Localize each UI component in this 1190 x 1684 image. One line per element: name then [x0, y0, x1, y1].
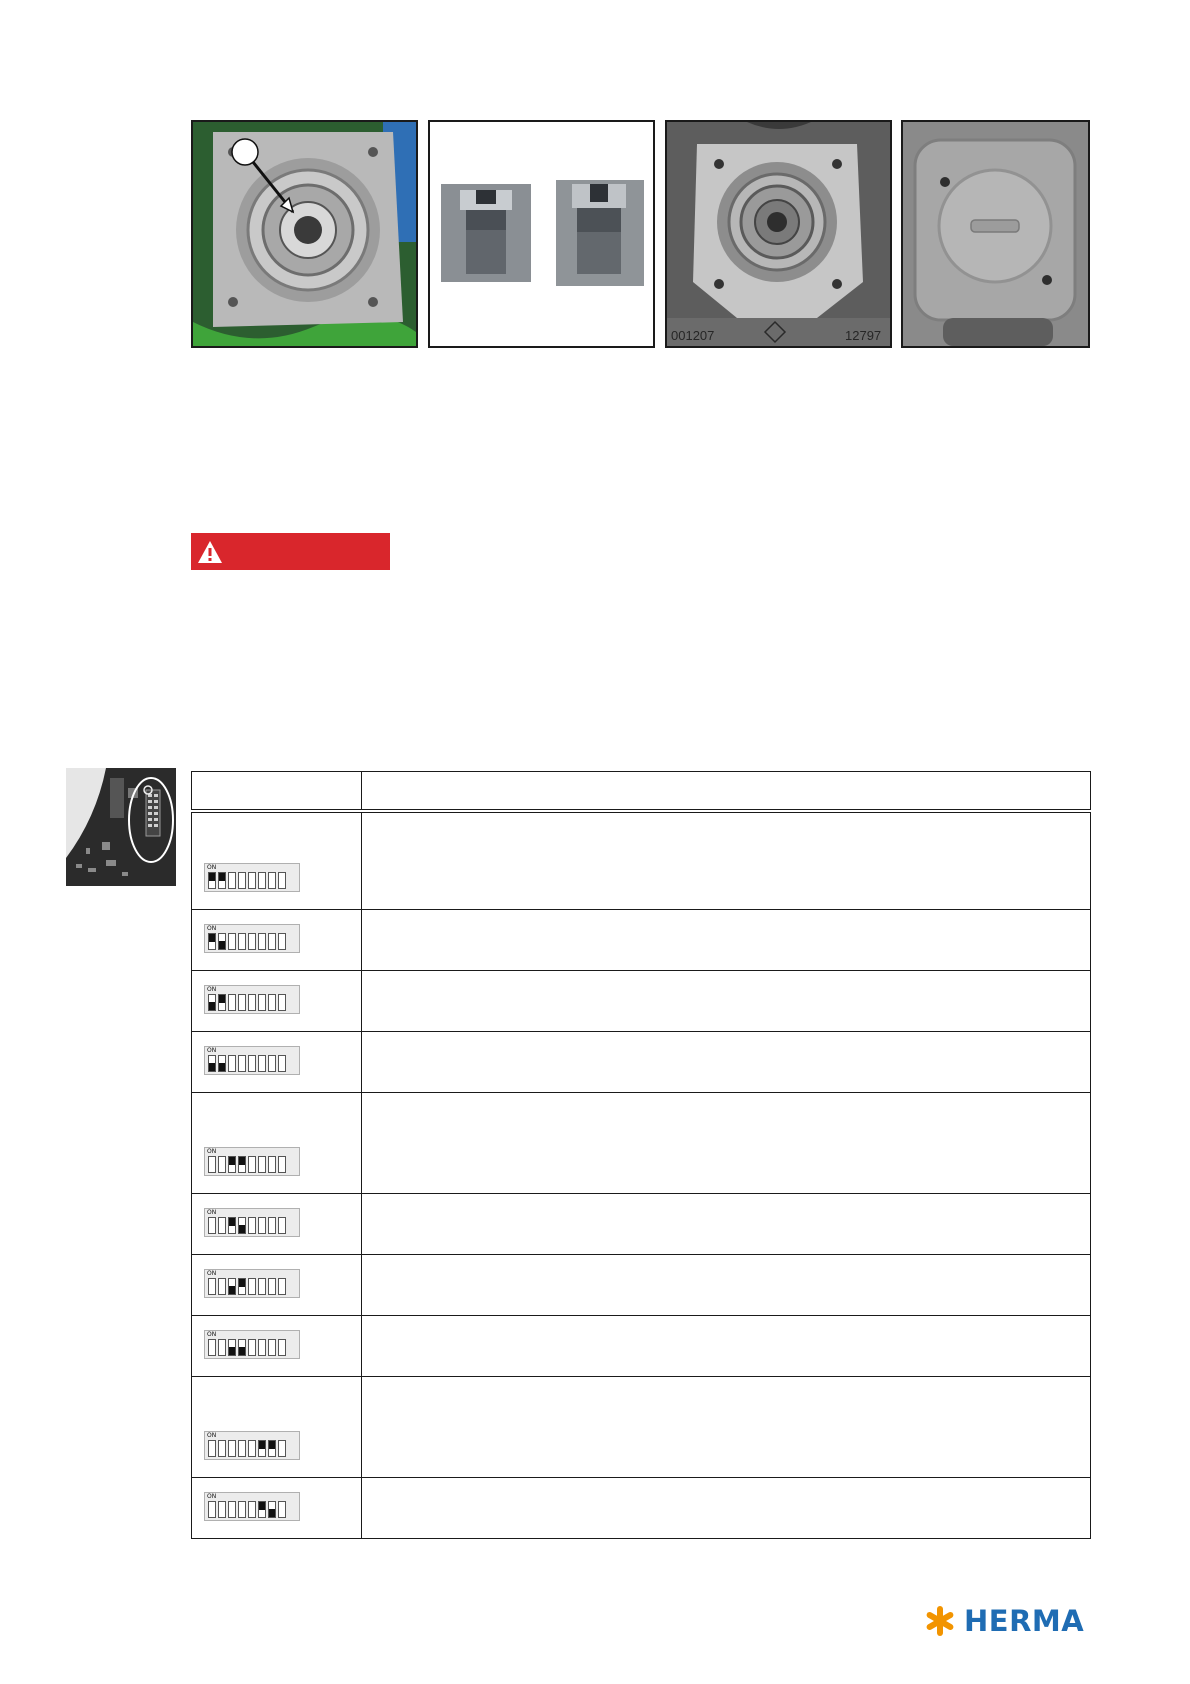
- dip-switch-slot: [218, 933, 226, 950]
- dip-setting-cell: [192, 1092, 362, 1193]
- table-row: [192, 1092, 1091, 1193]
- stamp-right: 12797: [845, 328, 882, 343]
- dip-on-label: ON: [207, 1046, 217, 1054]
- dip-description-cell: [362, 811, 1091, 909]
- dip-switch-slot: [268, 1055, 276, 1072]
- dip-switch-slot: [228, 1501, 236, 1518]
- warning-triangle-icon: [197, 540, 223, 564]
- dip-switch-slot: [218, 1278, 226, 1295]
- table-row: [192, 909, 1091, 970]
- bearing-illustration: [193, 122, 416, 346]
- stamp-left: 001207: [671, 328, 715, 343]
- dip-switch-slot: [278, 1501, 286, 1518]
- herma-logo: [924, 1604, 1084, 1638]
- dip-switch-slot: [248, 1339, 256, 1356]
- dip-switch-diagram: [204, 1046, 300, 1075]
- dip-switch-slot: [278, 1217, 286, 1234]
- dip-switch-slot: [248, 1156, 256, 1173]
- dip-switch-slot: [218, 1440, 226, 1457]
- dip-switch-slot: [258, 1501, 266, 1518]
- dip-switch-slot: [208, 1339, 216, 1356]
- pcb-dip-switch-photo: [66, 768, 176, 886]
- dip-switch-slot: [238, 872, 246, 889]
- dip-switch-slot: [238, 1501, 246, 1518]
- dip-setting-cell: [192, 811, 362, 909]
- dip-switch-slot: [238, 1217, 246, 1234]
- dip-switch-slot: [208, 1156, 216, 1173]
- dip-switch-slot: [268, 933, 276, 950]
- header-description: [362, 772, 1091, 812]
- dip-switch-slot: [268, 872, 276, 889]
- dip-switch-slot: [238, 1440, 246, 1457]
- dip-switch-slot: [268, 1278, 276, 1295]
- dip-switch-slot: [258, 1339, 266, 1356]
- dip-switch-slot: [228, 1217, 236, 1234]
- dip-switch-slot: [228, 1055, 236, 1072]
- dip-switch-slot: [238, 994, 246, 1011]
- dip-switch-diagram: [204, 1147, 300, 1176]
- table-row: [192, 1477, 1091, 1538]
- dip-setting-cell: [192, 1193, 362, 1254]
- socket-tools-illustration: [430, 122, 653, 346]
- dip-on-label: ON: [207, 985, 217, 993]
- dip-description-cell: [362, 1477, 1091, 1538]
- dip-switch-slot: [238, 1156, 246, 1173]
- dip-switch-slot: [248, 1278, 256, 1295]
- dip-description-cell: [362, 1031, 1091, 1092]
- dip-switch-slot: [248, 933, 256, 950]
- table-row: [192, 1031, 1091, 1092]
- dip-setting-cell: [192, 1376, 362, 1477]
- socket-tools-photo: [428, 120, 655, 348]
- dip-switch-diagram: [204, 1330, 300, 1359]
- dip-on-label: ON: [207, 1492, 217, 1500]
- dip-switch-diagram: [204, 1492, 300, 1521]
- table-header-row: [192, 772, 1091, 812]
- dip-switch-slot: [258, 1217, 266, 1234]
- cover-plate-photo: [901, 120, 1090, 348]
- dip-switch-slot: [218, 1501, 226, 1518]
- dip-on-label: ON: [207, 924, 217, 932]
- dip-switch-slot: [208, 1055, 216, 1072]
- dip-on-label: ON: [207, 1330, 217, 1338]
- table-row: [192, 1193, 1091, 1254]
- dip-switch-slot: [278, 1339, 286, 1356]
- dip-switch-slot: [248, 1055, 256, 1072]
- dip-switch-slot: [208, 1217, 216, 1234]
- dip-switch-slot: [238, 1278, 246, 1295]
- dip-switch-slot: [268, 1217, 276, 1234]
- dip-switch-diagram: [204, 924, 300, 953]
- dip-on-label: ON: [207, 1147, 217, 1155]
- dip-switch-slot: [268, 1501, 276, 1518]
- dip-switch-slot: [268, 994, 276, 1011]
- dip-switch-diagram: [204, 1431, 300, 1460]
- dip-switch-slot: [258, 994, 266, 1011]
- dip-description-cell: [362, 970, 1091, 1031]
- dip-description-cell: [362, 1092, 1091, 1193]
- dip-switch-slot: [248, 872, 256, 889]
- dip-switch-slot: [248, 1501, 256, 1518]
- dip-switch-slot: [208, 872, 216, 889]
- dip-description-cell: [362, 1193, 1091, 1254]
- herma-star-icon: [924, 1605, 956, 1637]
- warning-banner: [191, 533, 390, 570]
- dip-switch-slot: [258, 933, 266, 950]
- dip-on-label: ON: [207, 1269, 217, 1277]
- dip-switch-slot: [218, 1217, 226, 1234]
- dip-switch-slot: [228, 1156, 236, 1173]
- dip-switch-slot: [238, 1339, 246, 1356]
- dip-switch-slot: [258, 1440, 266, 1457]
- dip-switch-slot: [278, 872, 286, 889]
- dip-switch-slot: [228, 1278, 236, 1295]
- dip-switch-diagram: [204, 985, 300, 1014]
- dip-setting-cell: [192, 970, 362, 1031]
- dip-switch-slot: [208, 1278, 216, 1295]
- table-row: [192, 970, 1091, 1031]
- dip-description-cell: [362, 1254, 1091, 1315]
- installed-bearing-photo: [665, 120, 892, 348]
- dip-switch-slot: [258, 1055, 266, 1072]
- dip-switch-slot: [258, 1156, 266, 1173]
- dip-switch-slot: [268, 1440, 276, 1457]
- cover-plate-illustration: [903, 122, 1088, 346]
- dip-switch-slot: [218, 1339, 226, 1356]
- dip-setting-cell: [192, 1477, 362, 1538]
- dip-switch-slot: [258, 1278, 266, 1295]
- herma-wordmark: HERMA: [964, 1604, 1085, 1638]
- dip-switch-slot: [248, 1217, 256, 1234]
- table-row: [192, 1376, 1091, 1477]
- dip-switch-slot: [228, 994, 236, 1011]
- dip-switch-slot: [278, 1055, 286, 1072]
- dip-on-label: ON: [207, 863, 217, 871]
- dip-switch-slot: [238, 933, 246, 950]
- dip-description-cell: [362, 909, 1091, 970]
- dip-switch-slot: [228, 1440, 236, 1457]
- table-row: [192, 1315, 1091, 1376]
- dip-setting-cell: [192, 1315, 362, 1376]
- dip-switch-table: [191, 771, 1091, 1539]
- dip-switch-slot: [208, 1501, 216, 1518]
- dip-switch-diagram: [204, 1269, 300, 1298]
- dip-switch-slot: [278, 1156, 286, 1173]
- header-switch-setting: [192, 772, 362, 812]
- dip-description-cell: [362, 1315, 1091, 1376]
- dip-switch-slot: [258, 872, 266, 889]
- dip-switch-slot: [228, 872, 236, 889]
- dip-switch-slot: [248, 994, 256, 1011]
- bearing-photo-with-callout: [191, 120, 418, 348]
- dip-switch-slot: [228, 1339, 236, 1356]
- installed-bearing-illustration: [667, 122, 890, 346]
- dip-switch-slot: [208, 994, 216, 1011]
- dip-switch-slot: [248, 1440, 256, 1457]
- dip-setting-cell: [192, 909, 362, 970]
- dip-switch-slot: [218, 1055, 226, 1072]
- dip-switch-slot: [208, 933, 216, 950]
- dip-switch-slot: [278, 933, 286, 950]
- dip-switch-slot: [228, 933, 236, 950]
- dip-switch-diagram: [204, 863, 300, 892]
- dip-setting-cell: [192, 1254, 362, 1315]
- dip-switch-slot: [268, 1156, 276, 1173]
- callout-marker: [232, 139, 258, 165]
- dip-switch-slot: [268, 1339, 276, 1356]
- dip-switch-slot: [278, 1278, 286, 1295]
- dip-on-label: ON: [207, 1208, 217, 1216]
- table-row: [192, 811, 1091, 909]
- dip-switch-slot: [278, 994, 286, 1011]
- pcb-illustration: [66, 768, 176, 886]
- dip-switch-slot: [218, 872, 226, 889]
- dip-switch-slot: [278, 1440, 286, 1457]
- table-row: [192, 1254, 1091, 1315]
- dip-switch-diagram: [204, 1208, 300, 1237]
- dip-on-label: ON: [207, 1431, 217, 1439]
- dip-switch-slot: [218, 994, 226, 1011]
- dip-switch-slot: [208, 1440, 216, 1457]
- dip-switch-slot: [238, 1055, 246, 1072]
- dip-description-cell: [362, 1376, 1091, 1477]
- dip-switch-slot: [218, 1156, 226, 1173]
- dip-setting-cell: [192, 1031, 362, 1092]
